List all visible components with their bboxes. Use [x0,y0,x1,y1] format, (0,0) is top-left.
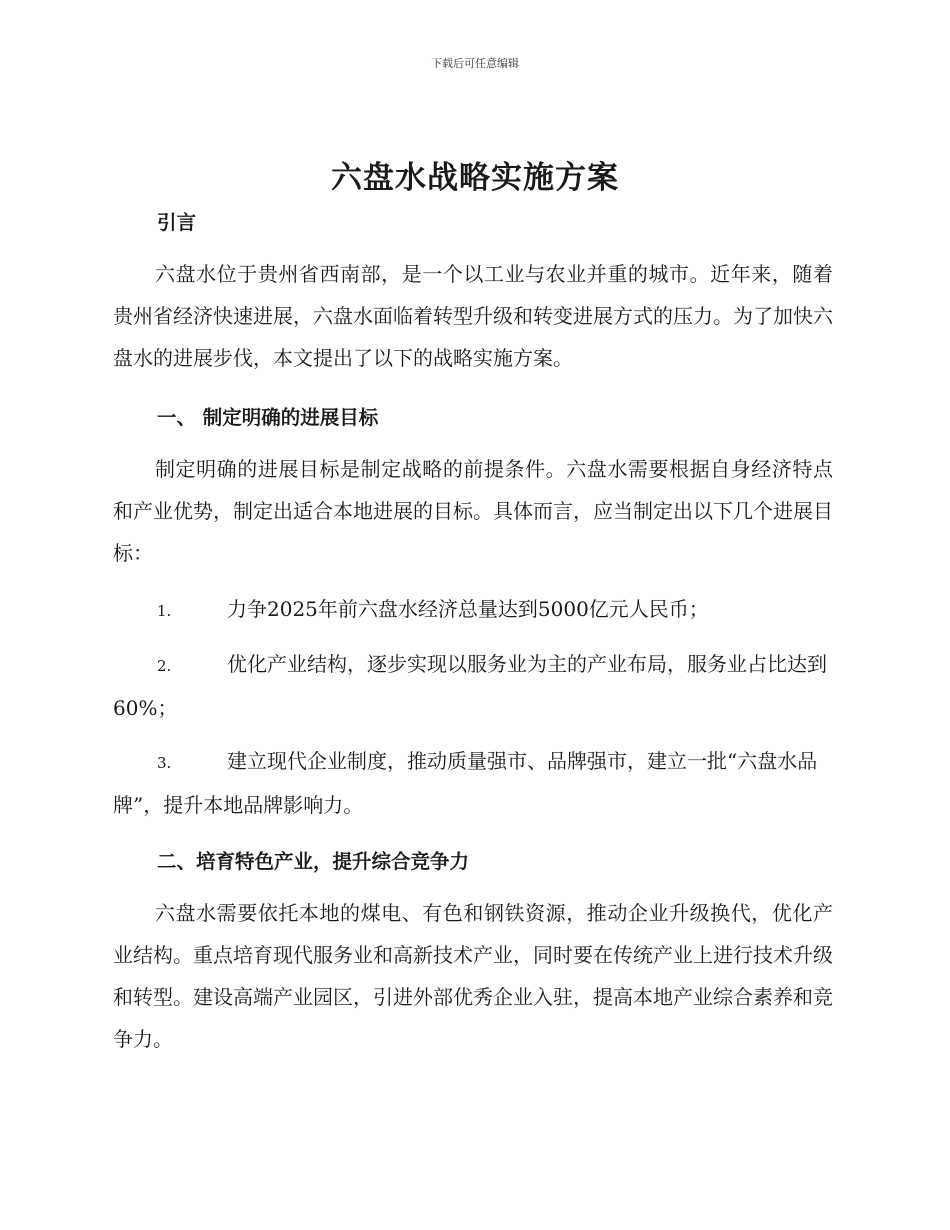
intro-heading: 引言 [157,211,197,234]
list-item [113,588,833,632]
section2-heading: 二、培育特色产业，提升综合竞争力 [157,850,470,873]
section1-paragraph: 制定明确的进展目标是制定战略的前提条件。六盘水需要根据自身经济特点和产业优势，制定出适合本地进展的目标。具体而言，应当制定出以下几个进展目标： [113,457,833,565]
list-number: 2. [157,657,172,675]
intro-paragraph: 六盘水位于贵州省西南部，是一个以工业与农业并重的城市。近年来，随着贵州省经济快速进展，六盘水面临着转型升级和转变进展方式的压力。为了加快六盘水的进展步伐，本文提出了以下的战略实施方案。 [113,262,833,370]
list-number: 3. [157,754,172,772]
list-text: 建立现代企业制度，推动质量强市、品牌强市，建立一批“六盘水品牌”，提升本地品牌影响力。 [113,749,818,817]
section1-heading: 一、 制定明确的进展目标 [157,406,379,429]
list-item [113,740,833,826]
document-title: 六盘水战略实施方案 [331,160,619,196]
list-text: 优化产业结构，逐步实现以服务业为主的产业布局，服务业占比达到60%； [113,652,827,720]
header-note: 下载后可任意编辑 [431,57,519,70]
list-text: 力争2025年前六盘水经济总量达到5000亿元人民币； [227,597,709,621]
list-item [113,643,833,729]
list-number: 1. [157,602,172,620]
section2-paragraph: 六盘水需要依托本地的煤电、有色和钢铁资源，推动企业升级换代，优化产业结构。重点培育现代服务业和高新技术产业，同时要在传统产业上进行技术升级和转型。建设高端产业园区，引进外部优秀企业入驻，提高本地产业综合素养和竞争力。 [113,901,833,1051]
